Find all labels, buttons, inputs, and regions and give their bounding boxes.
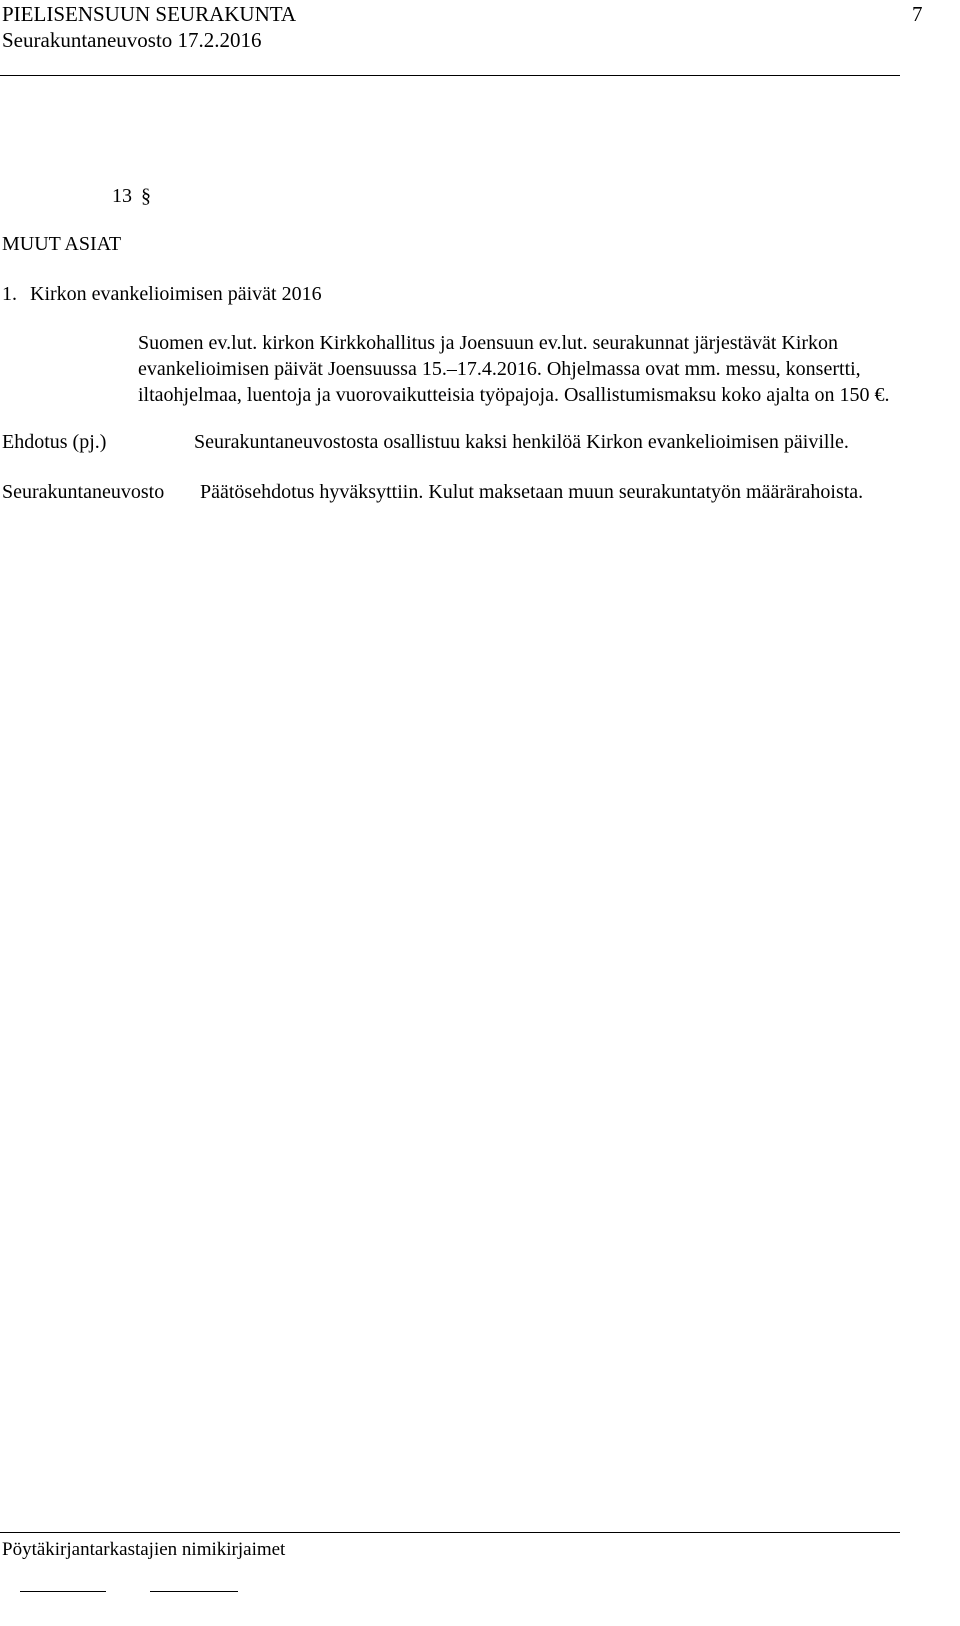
decision-text: Päätösehdotus hyväksyttiin. Kulut maksetaan muun seurakuntatyön määrärahoista.: [200, 481, 864, 503]
footer-label: Pöytäkirjantarkastajien nimikirjaimet: [2, 1539, 286, 1560]
description-line: Suomen ev.lut. kirkon Kirkkohallitus ja Joensuun ev.lut. seurakunnat järjestävät Kirkon: [138, 332, 839, 354]
item-number: 1.: [2, 283, 17, 305]
decision-label: Seurakuntaneuvosto: [2, 481, 165, 503]
header-org: PIELISENSUUN SEURAKUNTA: [2, 2, 297, 26]
header-meeting: Seurakuntaneuvosto 17.2.2016: [2, 28, 262, 52]
item-heading: [2, 284, 322, 304]
initials-line-2: [150, 1591, 238, 1592]
proposal-label: Ehdotus (pj.): [2, 431, 107, 453]
section-number-value: 13: [112, 185, 132, 207]
section-number: [112, 186, 151, 206]
footer-rule: [0, 1532, 900, 1533]
section-symbol: §: [141, 185, 151, 207]
description-line: iltaohjelmaa, luentoja ja vuorovaikutteisia työpajoja. Osallistumismaksu koko ajalta on 150 €.: [138, 384, 890, 406]
item-description: [138, 330, 938, 408]
proposal-text: Seurakuntaneuvostosta osallistuu kaksi henkilöä Kirkon evankelioimisen päiville.: [194, 431, 849, 453]
description-line: evankelioimisen päivät Joensuussa 15.–17.4.2016. Ohjelmassa ovat mm. messu, konsertti,: [138, 358, 861, 380]
header-rule: [0, 75, 900, 76]
page-number: 7: [912, 2, 923, 26]
item-title: Kirkon evankelioimisen päivät 2016: [30, 283, 322, 305]
section-title: MUUT ASIAT: [2, 233, 122, 255]
initials-line-1: [20, 1591, 106, 1592]
